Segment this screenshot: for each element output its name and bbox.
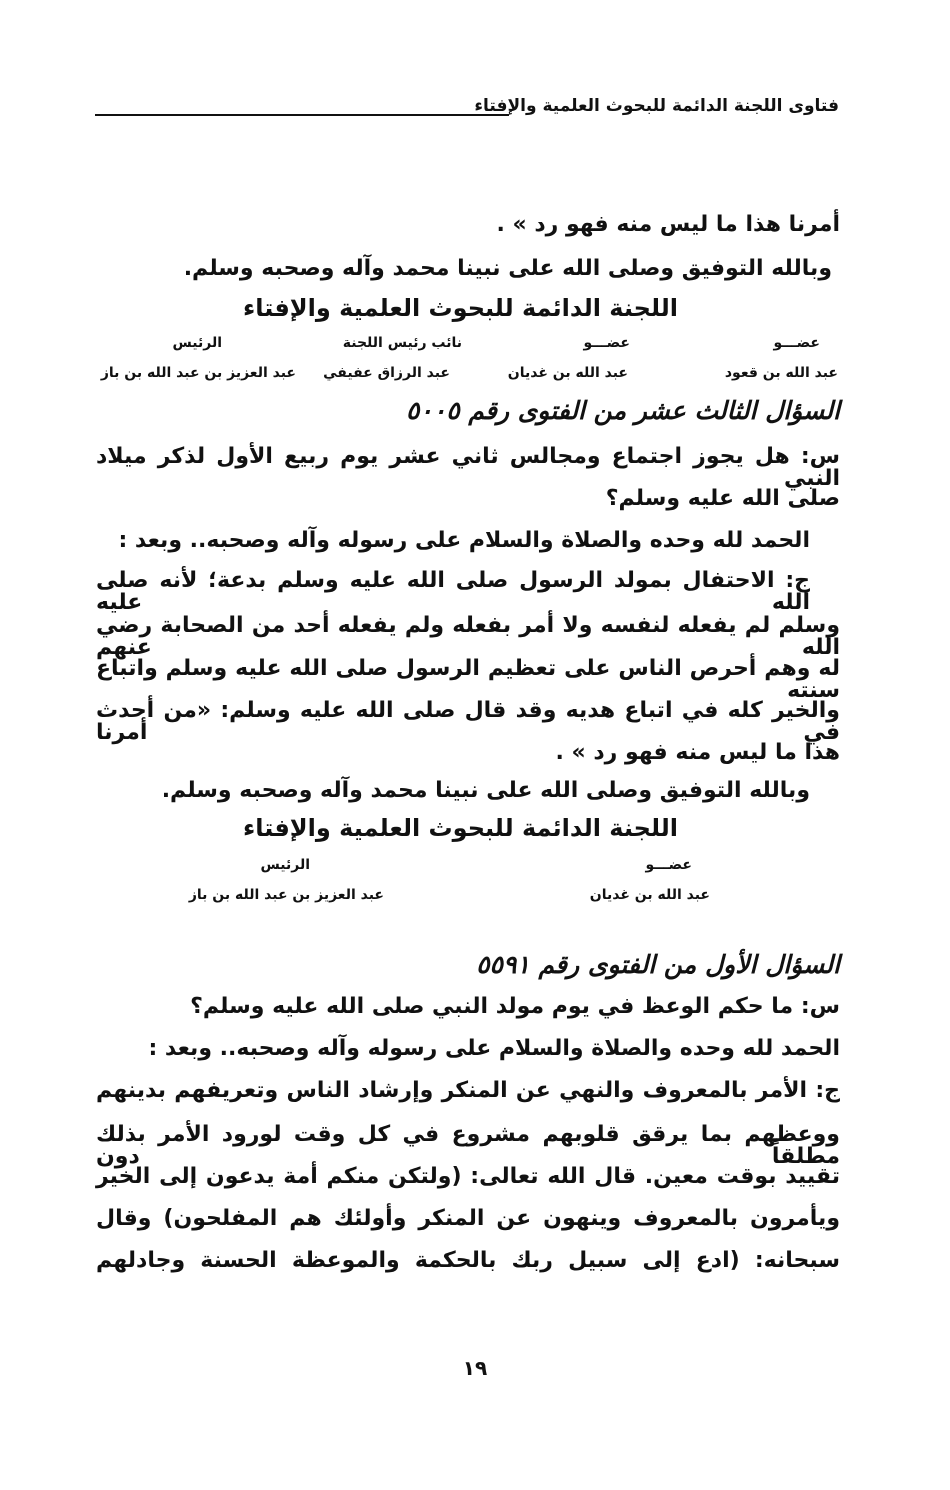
signatory-name: عبد الله بن غديان: [507, 365, 628, 381]
signatory-role: الرئيس: [172, 335, 222, 351]
answer-line: والخير كله في اتباع هديه وقد قال صلى الله عليه وسلم: «من أحدث في أمرنا: [96, 698, 840, 745]
closing-line: وبالله التوفيق وصلى الله على نبينا محمد وآله وصحبه وسلم.: [161, 778, 810, 803]
signatory-role: نائب رئيس اللجنة: [342, 335, 462, 351]
question-text: س: ما حكم الوعظ في يوم مولد النبي صلى الله عليه وسلم؟: [190, 994, 840, 1019]
page-number: ١٩: [462, 1356, 488, 1380]
header-rule: [95, 114, 509, 116]
signatory-name: عبد الله بن غديان: [589, 887, 710, 903]
signatory-role: الرئيس: [260, 857, 310, 873]
running-header: [95, 96, 839, 122]
praise-line: الحمد لله وحده والصلاة والسلام على رسوله وآله وصحبه.. وبعد :: [118, 528, 810, 553]
answer-line: ويأمرون بالمعروف وينهون عن المنكر وأولئك هم المفلحون) وقال: [96, 1206, 840, 1231]
closing-line: وبالله التوفيق وصلى الله على نبينا محمد وآله وصحبه وسلم.: [183, 256, 832, 281]
committee-name: اللجنة الدائمة للبحوث العلمية والإفتاء: [243, 294, 678, 322]
signatory-role: عضـــو: [645, 857, 692, 873]
praise-line: الحمد لله وحده والصلاة والسلام على رسوله وآله وصحبه.. وبعد :: [148, 1036, 840, 1061]
answer-line: ج: الاحتفال بمولد الرسول صلى الله عليه وسلم بدعة؛ لأنه صلى الله عليه: [96, 568, 810, 615]
answer-line: تقييد بوقت معين. قال الله تعالى: (ولتكن منكم أمة يدعون إلى الخير: [96, 1164, 840, 1189]
answer-line: وسلم لم يفعله لنفسه ولا أمر بفعله ولم يفعله أحد من الصحابة رضي الله عنهم: [96, 613, 840, 660]
header-title: فتاوى اللجنة الدائمة للبحوث العلمية والإفتاء: [474, 96, 839, 116]
answer-line: هذا ما ليس منه فهو رد » .: [555, 740, 840, 765]
signatory-role: عضـــو: [583, 335, 630, 351]
signatory-name: عبد الله بن قعود: [724, 365, 838, 381]
question-text: س: هل يجوز اجتماع ومجالس ثاني عشر يوم ربيع الأول لذكر ميلاد النبي: [96, 444, 840, 491]
question-title: السؤال الثالث عشر من الفتوى رقم ٥٠٠٥: [405, 396, 840, 425]
signatory-name: عبد الرزاق عفيفي: [323, 365, 450, 381]
signatory-name: عبد العزيز بن عبد الله بن باز: [100, 365, 296, 381]
body-line: أمرنا هذا ما ليس منه فهو رد » .: [496, 212, 840, 237]
answer-line: ووعظهم بما يرقق قلوبهم مشروع في كل وقت لورود الأمر بذلك مطلقاً دون: [96, 1122, 840, 1169]
answer-line: له وهم أحرص الناس على تعظيم الرسول صلى الله عليه وسلم واتباع سنته: [96, 656, 840, 703]
signatory-role: عضـــو: [773, 335, 820, 351]
answer-line: سبحانه: (ادع إلى سبيل ربك بالحكمة والموعظة الحسنة وجادلهم: [96, 1248, 840, 1273]
question-title: السؤال الأول من الفتوى رقم ٥٥٩١: [476, 950, 840, 979]
committee-name: اللجنة الدائمة للبحوث العلمية والإفتاء: [243, 814, 678, 842]
answer-line: ج: الأمر بالمعروف والنهي عن المنكر وإرشاد الناس وتعريفهم بدينهم: [96, 1078, 840, 1103]
signatory-name: عبد العزيز بن عبد الله بن باز: [188, 887, 384, 903]
question-text: صلى الله عليه وسلم؟: [605, 486, 840, 511]
